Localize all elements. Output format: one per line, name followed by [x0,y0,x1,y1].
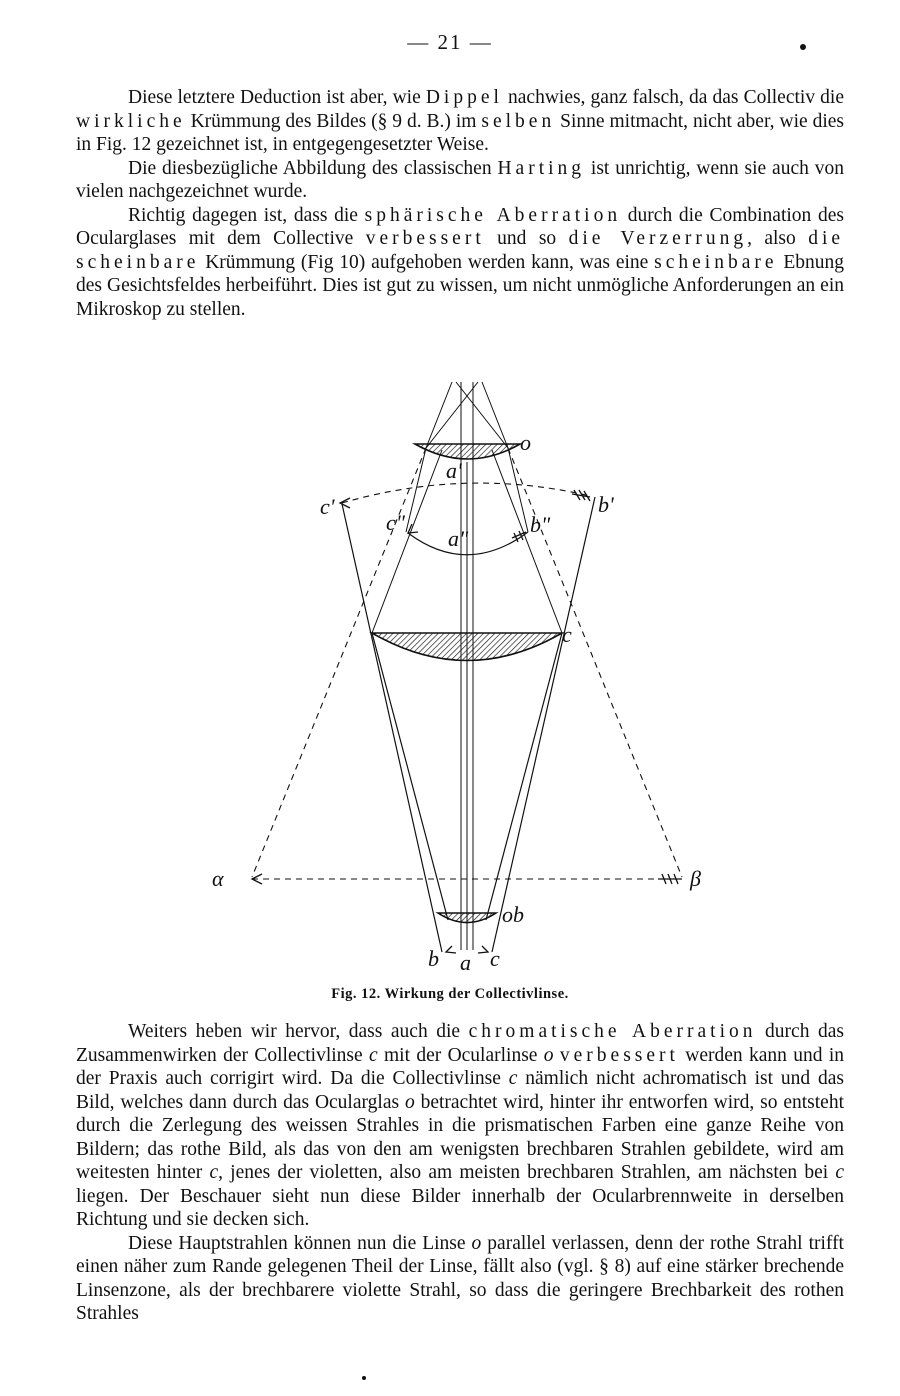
bottom-text-block [76,1020,844,1326]
label-a-prime: a' [446,458,462,483]
ink-speck [800,44,806,50]
label-c-dprime: c" [386,510,406,535]
spaced-term-scheinbare-2: scheinbare [654,251,778,273]
spaced-term-chromatic-aberration: chromatische Aberration [468,1021,757,1042]
caption-prefix: Fig. 12. [331,986,381,1002]
ray-diagram [190,372,730,972]
label-alpha: α [212,866,224,891]
axis-rays [461,382,473,950]
label-b: b [428,946,439,971]
spaced-term-wirkliche: wirkliche [76,110,186,132]
label-c-bottom: c [490,946,500,971]
arrow-heads [252,498,488,953]
label-c: c [562,622,572,647]
spaced-term-scheinbare: die scheinbare [76,228,845,273]
paragraph-dippel: Diese letztere Deduction ist aber, wie Dippel nachwies, ganz falsch, da das Collectiv die wirkliche Krümmung des Bildes (§ 9 d. B.) im selben Sinne mitmacht, nicht aber, wie dies in Fig. 12 gezeichnet ist, in entgegengesetzter Weise. [76,87,844,155]
outer-rays [342,497,595,952]
spaced-term-verbessert: verbessert [365,228,485,249]
ink-speck-bottom [362,1376,366,1380]
page-number: — 21 — [407,30,493,54]
spaced-term-selben: selben [481,110,556,132]
figure-collective-lens [190,372,730,977]
caption-text: Wirkung der Collectivlinse. [384,986,569,1002]
paragraph-chromatic-aberration: Weiters heben wir hervor, dass auch die chromatische Aberration durch das Zusammenwirken der Collectivlinse c mit der Ocularlinse o verbessert werden kann und in der Praxis auch corrigirt wird. Da die Collectivlinse c nämlich nicht achromatisch ist und das Bild, welches dann durch das Ocularglas o betrachtet wird, hinter ihr entworfen wird, so entsteht durch die Zerlegung des weissen Strahles in die prismatischen Farben eine ganze Reihe von Bildern; das rothe Bild, als das von den am wenigsten brechbaren Strahlen gebildete, wird am weitesten hinter c, jenes der violetten, also am meisten brechbaren Strahlen, am nächsten bei c liegen. Der Beschauer sieht nun diese Bilder innerhalb der Ocularbrennweite in derselben Richtung und sie decken sich. [76,1021,845,1230]
spaced-term-verbessert-2: verbessert [559,1044,679,1066]
spaced-name-harting: Harting [497,157,586,179]
paragraph-main-rays: Diese Hauptstrahlen können nun die Linse o parallel verlassen, denn der rothe Strahl trifft einen näher zum Rande gelegenen Theil der Linse, fällt also (vgl. § 8) auf eine stärker brechende Linsenzone, als der brechbarere violette Strahl, so dass die geringere Brechbarkeit des rothen Strahles [76,1232,844,1324]
label-a: a [460,950,471,972]
label-b-prime: b' [598,492,614,517]
top-text-block [76,86,844,321]
paragraph-spherical-aberration: Richtig dagegen ist, dass die sphärische Aberration durch die Combination des Ocularglases mit dem Collective verbessert und so die Verzerrung, also die scheinbare Krümmung (Fig 10) aufgehoben werden kann, was eine scheinbare Ebnung des Gesichtsfeldes herbeiführt. Dies ist gut zu wissen, um nicht unmögliche Anforderungen an ein Mikroskop zu stellen. [76,204,845,320]
spaced-term-spherical-aberration: sphärische Aberration [364,204,622,226]
paragraph-harting: Die diesbezügliche Abbildung des classischen Harting ist unrichtig, wenn sie auch von vielen nachgezeichnet wurde. [76,157,844,202]
label-c-prime: c' [320,494,335,519]
label-o: o [520,430,531,455]
spaced-term-verzerrung: die Verzerrung [568,228,748,249]
label-b-dprime: b" [530,512,551,537]
ocular-lens [415,444,520,459]
label-beta: β [690,866,701,891]
figure-caption [0,986,900,1003]
arrow-feathers [512,490,682,884]
label-ob: ob [502,902,524,927]
label-a-dprime: a" [448,526,469,551]
spaced-name-dippel: Dippel [425,87,503,108]
